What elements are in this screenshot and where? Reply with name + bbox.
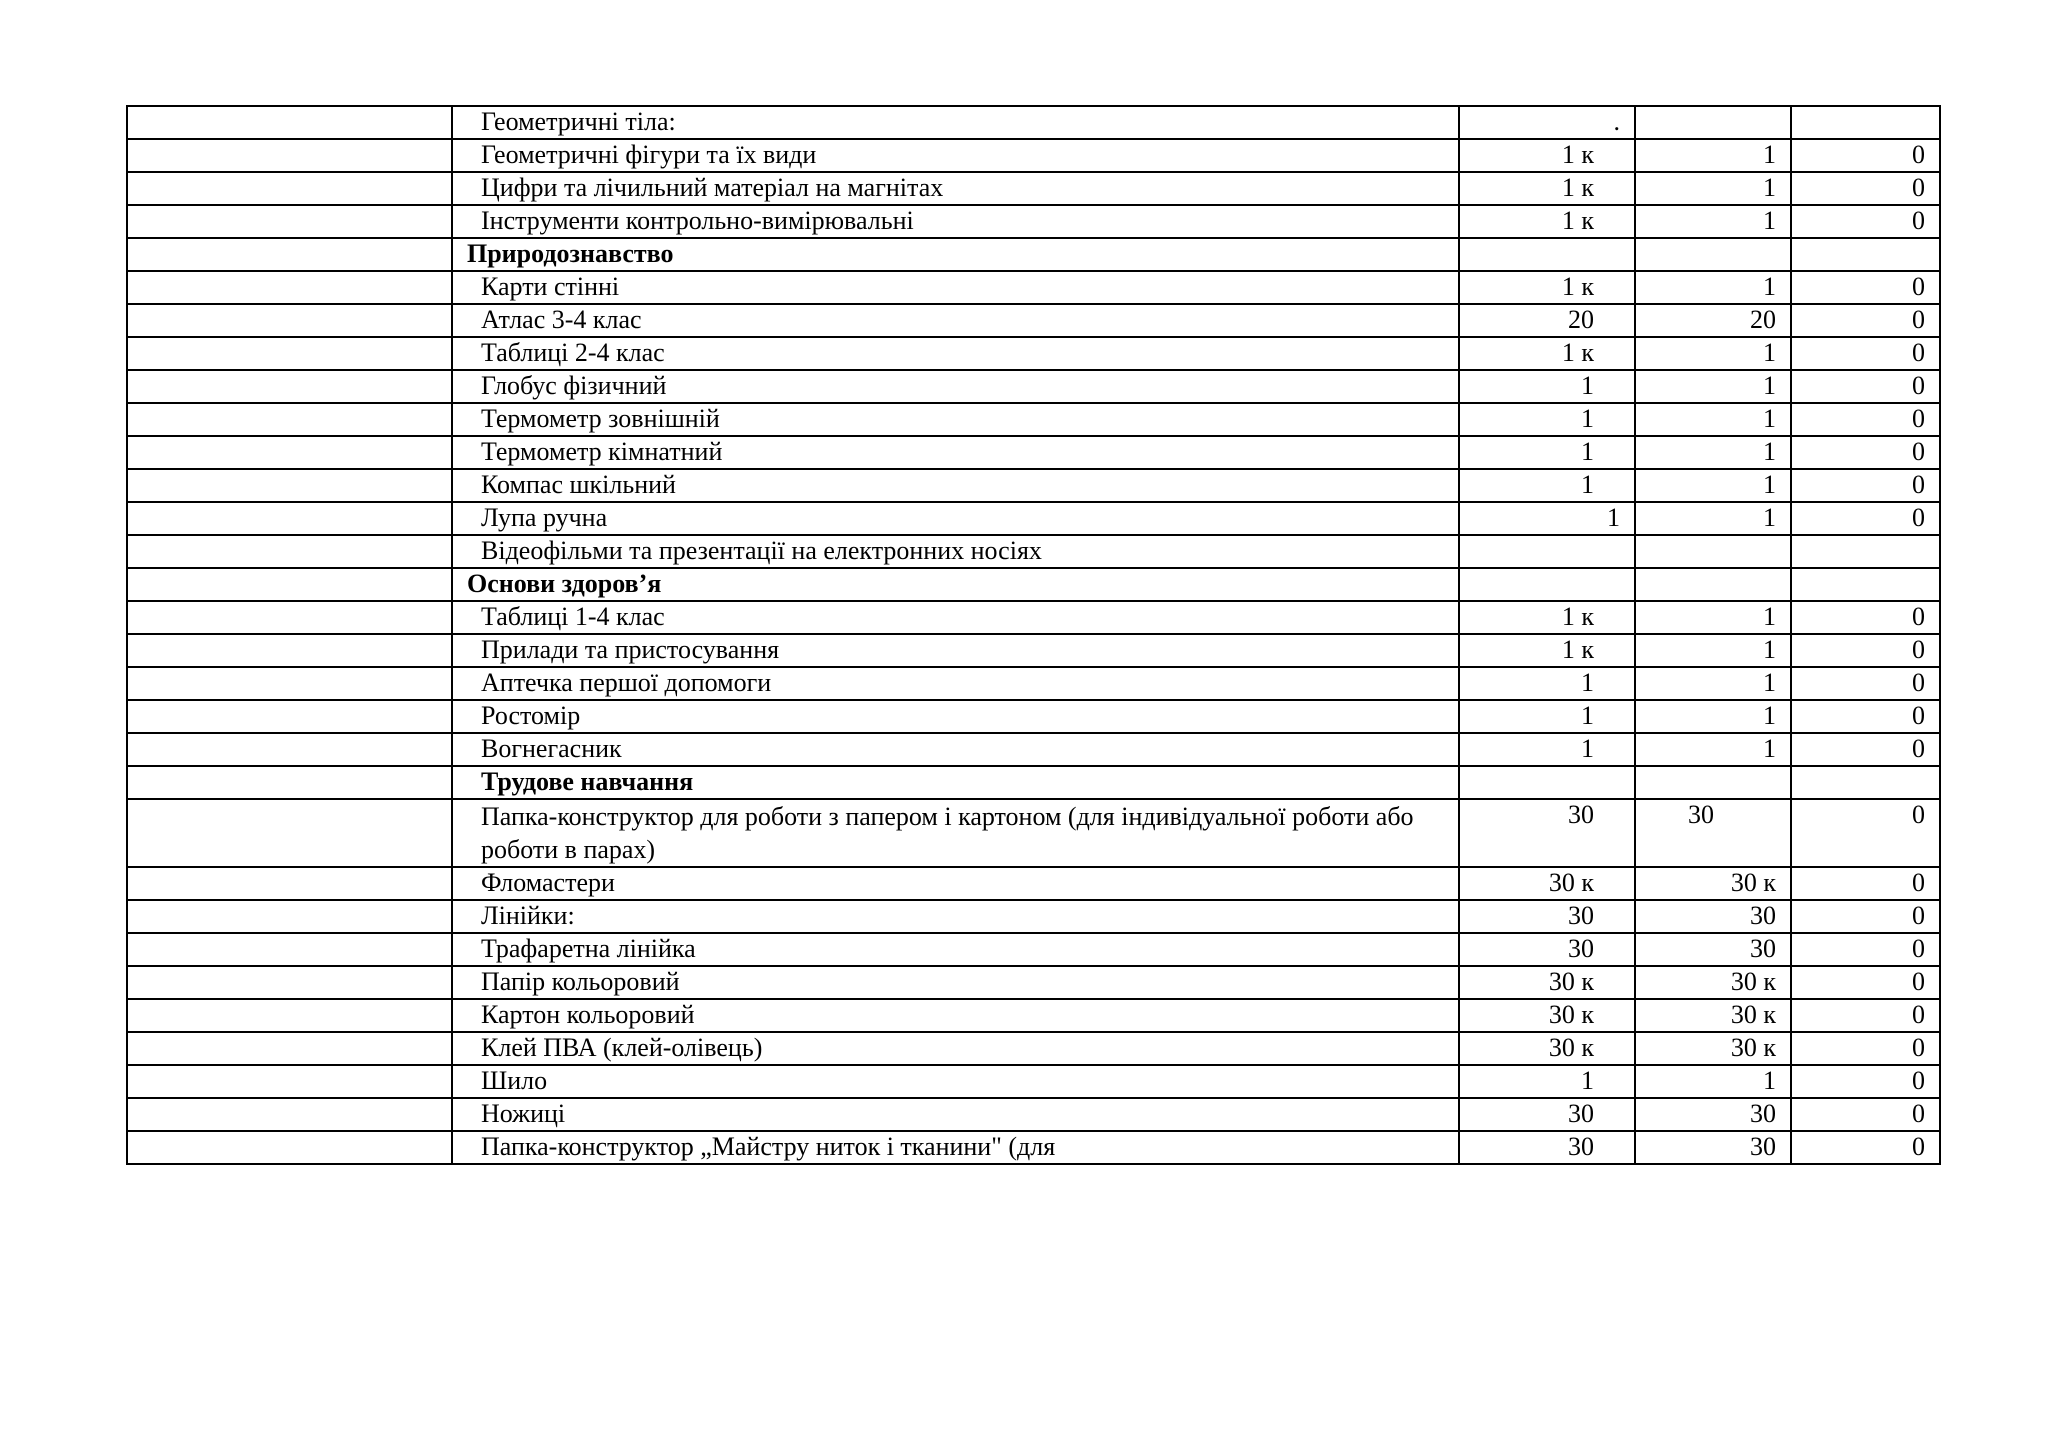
quantity-missing-cell: 0 bbox=[1791, 601, 1940, 634]
table-row bbox=[127, 999, 1940, 1032]
quantity-required-cell: 1 bbox=[1459, 733, 1635, 766]
quantity-required-cell: 1 к bbox=[1459, 172, 1635, 205]
table-row bbox=[127, 900, 1940, 933]
quantity-available-cell: 1 bbox=[1635, 634, 1791, 667]
quantity-required-cell: 1 bbox=[1459, 469, 1635, 502]
quantity-missing-cell: 0 bbox=[1791, 370, 1940, 403]
section-header-row bbox=[127, 568, 1940, 601]
table-row bbox=[127, 1131, 1940, 1164]
table-row bbox=[127, 370, 1940, 403]
item-name-cell: Аптечка першої допомоги bbox=[452, 667, 1459, 700]
quantity-available-cell: 30 bbox=[1635, 1131, 1791, 1164]
row-number-cell bbox=[127, 799, 452, 867]
item-name-cell: Трудове навчання bbox=[452, 766, 1459, 799]
item-name-cell: Ростомір bbox=[452, 700, 1459, 733]
item-name-cell: Прилади та пристосування bbox=[452, 634, 1459, 667]
quantity-required-cell: 30 bbox=[1459, 799, 1635, 867]
inventory-table-body bbox=[127, 106, 1940, 1164]
table-row bbox=[127, 667, 1940, 700]
item-name-cell: Відеофільми та презентації на електронних носіях bbox=[452, 535, 1459, 568]
quantity-missing-cell: 0 bbox=[1791, 634, 1940, 667]
table-row bbox=[127, 933, 1940, 966]
quantity-required-cell bbox=[1459, 535, 1635, 568]
quantity-required-cell: 30 к bbox=[1459, 999, 1635, 1032]
quantity-available-cell: 30 к bbox=[1635, 1032, 1791, 1065]
item-name-cell: Таблиці 1-4 клас bbox=[452, 601, 1459, 634]
quantity-missing-cell: 0 bbox=[1791, 469, 1940, 502]
row-number-cell bbox=[127, 667, 452, 700]
item-name-cell: Папка-конструктор для роботи з папером і картоном (для індивідуальної роботи або роботи в парах) bbox=[452, 799, 1459, 867]
row-number-cell bbox=[127, 900, 452, 933]
quantity-available-cell: 30 bbox=[1635, 1098, 1791, 1131]
table-row bbox=[127, 535, 1940, 568]
quantity-required-cell: 30 bbox=[1459, 900, 1635, 933]
quantity-available-cell: 30 к bbox=[1635, 867, 1791, 900]
quantity-available-cell bbox=[1635, 535, 1791, 568]
item-name-cell: Папір кольоровий bbox=[452, 966, 1459, 999]
row-number-cell bbox=[127, 733, 452, 766]
table-row bbox=[127, 271, 1940, 304]
quantity-missing-cell: 0 bbox=[1791, 304, 1940, 337]
quantity-missing-cell: 0 bbox=[1791, 966, 1940, 999]
table-row bbox=[127, 1065, 1940, 1098]
quantity-available-cell: 1 bbox=[1635, 502, 1791, 535]
quantity-required-cell bbox=[1459, 568, 1635, 601]
section-header-row bbox=[127, 238, 1940, 271]
row-number-cell bbox=[127, 106, 452, 139]
quantity-required-cell: 30 bbox=[1459, 933, 1635, 966]
quantity-available-cell: 1 bbox=[1635, 469, 1791, 502]
table-row bbox=[127, 172, 1940, 205]
quantity-available-cell bbox=[1635, 106, 1791, 139]
row-number-cell bbox=[127, 172, 452, 205]
table-row bbox=[127, 966, 1940, 999]
item-name-cell: Інструменти контрольно-вимірювальні bbox=[452, 205, 1459, 238]
table-row bbox=[127, 634, 1940, 667]
quantity-required-cell: 1 bbox=[1459, 667, 1635, 700]
row-number-cell bbox=[127, 304, 452, 337]
quantity-missing-cell: 0 bbox=[1791, 1098, 1940, 1131]
table-row bbox=[127, 106, 1940, 139]
quantity-missing-cell: 0 bbox=[1791, 733, 1940, 766]
quantity-missing-cell: 0 bbox=[1791, 502, 1940, 535]
quantity-available-cell: 1 bbox=[1635, 139, 1791, 172]
quantity-missing-cell: 0 bbox=[1791, 271, 1940, 304]
quantity-required-cell: 1 bbox=[1459, 403, 1635, 436]
quantity-available-cell: 1 bbox=[1635, 601, 1791, 634]
quantity-required-cell bbox=[1459, 766, 1635, 799]
quantity-available-cell: 1 bbox=[1635, 667, 1791, 700]
row-number-cell bbox=[127, 568, 452, 601]
quantity-missing-cell: 0 bbox=[1791, 933, 1940, 966]
quantity-required-cell: 30 к bbox=[1459, 867, 1635, 900]
quantity-missing-cell: 0 bbox=[1791, 667, 1940, 700]
item-name-cell: Цифри та лічильний матеріал на магнітах bbox=[452, 172, 1459, 205]
quantity-required-cell: 1 к bbox=[1459, 337, 1635, 370]
quantity-required-cell: 30 bbox=[1459, 1131, 1635, 1164]
row-number-cell bbox=[127, 271, 452, 304]
quantity-missing-cell: 0 bbox=[1791, 436, 1940, 469]
quantity-required-cell: 1 к bbox=[1459, 205, 1635, 238]
quantity-missing-cell: 0 bbox=[1791, 867, 1940, 900]
item-name-cell: Папка-конструктор „Майстру ниток і тканини" (для bbox=[452, 1131, 1459, 1164]
row-number-cell bbox=[127, 1131, 452, 1164]
quantity-missing-cell: 0 bbox=[1791, 403, 1940, 436]
quantity-missing-cell: 0 bbox=[1791, 139, 1940, 172]
item-name-cell: Геометричні тіла: bbox=[452, 106, 1459, 139]
item-name-cell: Природознавство bbox=[452, 238, 1459, 271]
quantity-required-cell: 30 к bbox=[1459, 1032, 1635, 1065]
row-number-cell bbox=[127, 535, 452, 568]
quantity-required-cell bbox=[1459, 238, 1635, 271]
quantity-missing-cell: 0 bbox=[1791, 1032, 1940, 1065]
quantity-missing-cell bbox=[1791, 535, 1940, 568]
item-name-cell: Атлас 3-4 клас bbox=[452, 304, 1459, 337]
quantity-available-cell: 1 bbox=[1635, 172, 1791, 205]
quantity-required-cell: 30 bbox=[1459, 1098, 1635, 1131]
item-name-cell: Лупа ручна bbox=[452, 502, 1459, 535]
row-number-cell bbox=[127, 700, 452, 733]
quantity-required-cell: . bbox=[1459, 106, 1635, 139]
quantity-missing-cell bbox=[1791, 106, 1940, 139]
quantity-available-cell: 1 bbox=[1635, 337, 1791, 370]
quantity-missing-cell: 0 bbox=[1791, 1065, 1940, 1098]
quantity-missing-cell bbox=[1791, 766, 1940, 799]
quantity-available-cell: 1 bbox=[1635, 700, 1791, 733]
item-name-cell: Трафаретна лінійка bbox=[452, 933, 1459, 966]
item-name-cell: Шило bbox=[452, 1065, 1459, 1098]
item-name-cell: Таблиці 2-4 клас bbox=[452, 337, 1459, 370]
row-number-cell bbox=[127, 238, 452, 271]
row-number-cell bbox=[127, 502, 452, 535]
row-number-cell bbox=[127, 139, 452, 172]
item-name-cell: Основи здоров’я bbox=[452, 568, 1459, 601]
row-number-cell bbox=[127, 403, 452, 436]
quantity-required-cell: 1 к bbox=[1459, 601, 1635, 634]
quantity-missing-cell bbox=[1791, 238, 1940, 271]
table-row bbox=[127, 733, 1940, 766]
item-name-cell: Картон кольоровий bbox=[452, 999, 1459, 1032]
quantity-available-cell: 1 bbox=[1635, 436, 1791, 469]
quantity-available-cell bbox=[1635, 568, 1791, 601]
quantity-missing-cell: 0 bbox=[1791, 172, 1940, 205]
section-header-row bbox=[127, 766, 1940, 799]
quantity-available-cell: 1 bbox=[1635, 370, 1791, 403]
row-number-cell bbox=[127, 867, 452, 900]
row-number-cell bbox=[127, 933, 452, 966]
inventory-table bbox=[126, 105, 1941, 1165]
row-number-cell bbox=[127, 601, 452, 634]
row-number-cell bbox=[127, 766, 452, 799]
quantity-available-cell: 30 bbox=[1635, 799, 1791, 867]
row-number-cell bbox=[127, 1032, 452, 1065]
row-number-cell bbox=[127, 999, 452, 1032]
item-name-cell: Термометр кімнатний bbox=[452, 436, 1459, 469]
quantity-required-cell: 1 bbox=[1459, 436, 1635, 469]
quantity-required-cell: 30 к bbox=[1459, 966, 1635, 999]
quantity-required-cell: 1 к bbox=[1459, 271, 1635, 304]
item-name-cell: Карти стінні bbox=[452, 271, 1459, 304]
row-number-cell bbox=[127, 1065, 452, 1098]
item-name-cell: Геометричні фігури та їх види bbox=[452, 139, 1459, 172]
quantity-available-cell: 30 bbox=[1635, 933, 1791, 966]
quantity-required-cell: 1 к bbox=[1459, 139, 1635, 172]
quantity-available-cell: 1 bbox=[1635, 205, 1791, 238]
quantity-available-cell: 20 bbox=[1635, 304, 1791, 337]
item-name-cell: Компас шкільний bbox=[452, 469, 1459, 502]
quantity-available-cell: 30 bbox=[1635, 900, 1791, 933]
table-row bbox=[127, 403, 1940, 436]
row-number-cell bbox=[127, 634, 452, 667]
table-row bbox=[127, 1032, 1940, 1065]
quantity-missing-cell: 0 bbox=[1791, 205, 1940, 238]
table-row bbox=[127, 502, 1940, 535]
table-row bbox=[127, 469, 1940, 502]
table-row bbox=[127, 436, 1940, 469]
table-row bbox=[127, 304, 1940, 337]
quantity-missing-cell: 0 bbox=[1791, 337, 1940, 370]
quantity-required-cell: 1 к bbox=[1459, 634, 1635, 667]
row-number-cell bbox=[127, 370, 452, 403]
quantity-required-cell: 1 bbox=[1459, 700, 1635, 733]
item-name-cell: Лінійки: bbox=[452, 900, 1459, 933]
item-name-cell: Термометр зовнішній bbox=[452, 403, 1459, 436]
item-name-cell: Глобус фізичний bbox=[452, 370, 1459, 403]
quantity-available-cell: 30 к bbox=[1635, 999, 1791, 1032]
quantity-available-cell: 1 bbox=[1635, 1065, 1791, 1098]
table-row bbox=[127, 700, 1940, 733]
table-row bbox=[127, 601, 1940, 634]
quantity-available-cell: 30 к bbox=[1635, 966, 1791, 999]
quantity-available-cell bbox=[1635, 238, 1791, 271]
item-name-cell: Клей ПВА (клей-олівець) bbox=[452, 1032, 1459, 1065]
quantity-missing-cell: 0 bbox=[1791, 900, 1940, 933]
row-number-cell bbox=[127, 436, 452, 469]
quantity-missing-cell bbox=[1791, 568, 1940, 601]
document-page bbox=[126, 105, 1939, 1165]
quantity-missing-cell: 0 bbox=[1791, 700, 1940, 733]
quantity-available-cell: 1 bbox=[1635, 733, 1791, 766]
quantity-missing-cell: 0 bbox=[1791, 999, 1940, 1032]
quantity-required-cell: 20 bbox=[1459, 304, 1635, 337]
table-row bbox=[127, 337, 1940, 370]
quantity-missing-cell: 0 bbox=[1791, 1131, 1940, 1164]
quantity-required-cell: 1 bbox=[1459, 502, 1635, 535]
item-name-cell: Вогнегасник bbox=[452, 733, 1459, 766]
table-row bbox=[127, 867, 1940, 900]
row-number-cell bbox=[127, 337, 452, 370]
row-number-cell bbox=[127, 1098, 452, 1131]
row-number-cell bbox=[127, 966, 452, 999]
table-row bbox=[127, 139, 1940, 172]
item-name-cell: Ножиці bbox=[452, 1098, 1459, 1131]
quantity-available-cell bbox=[1635, 766, 1791, 799]
table-row bbox=[127, 799, 1940, 867]
quantity-required-cell: 1 bbox=[1459, 370, 1635, 403]
quantity-available-cell: 1 bbox=[1635, 403, 1791, 436]
quantity-missing-cell: 0 bbox=[1791, 799, 1940, 867]
item-name-cell: Фломастери bbox=[452, 867, 1459, 900]
row-number-cell bbox=[127, 205, 452, 238]
table-row bbox=[127, 1098, 1940, 1131]
quantity-available-cell: 1 bbox=[1635, 271, 1791, 304]
row-number-cell bbox=[127, 469, 452, 502]
table-row bbox=[127, 205, 1940, 238]
quantity-required-cell: 1 bbox=[1459, 1065, 1635, 1098]
